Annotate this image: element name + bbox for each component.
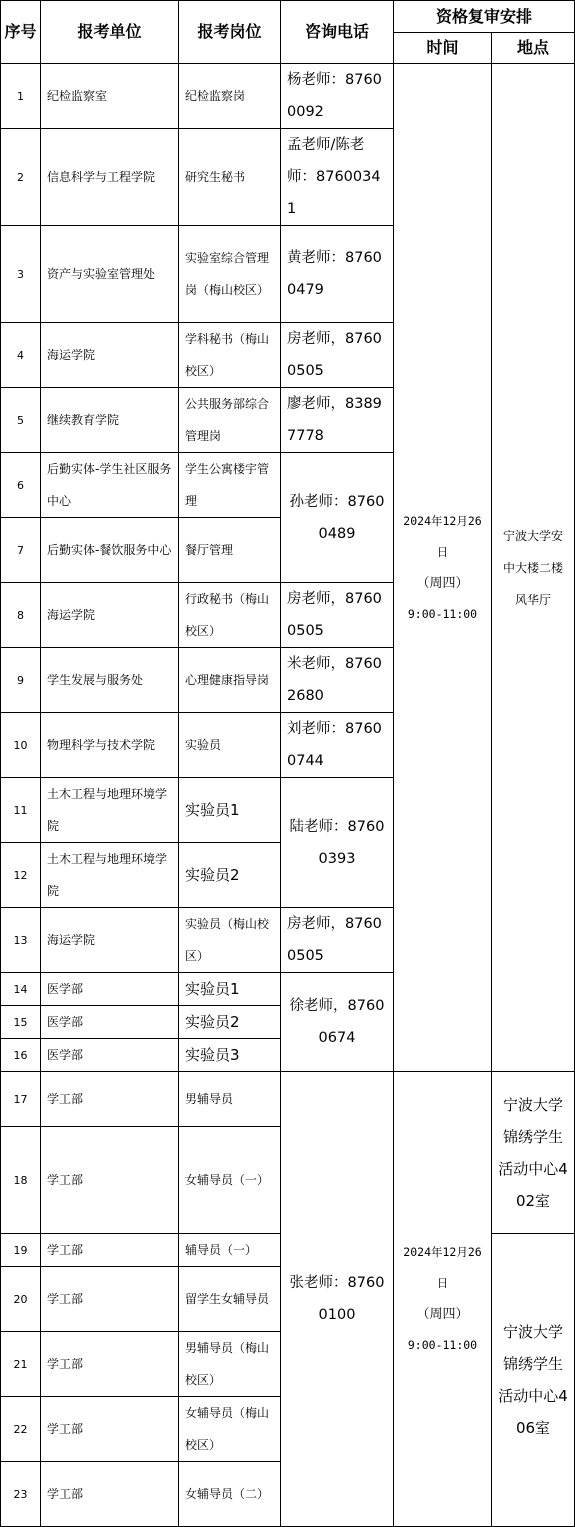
row-post: 实验员1 [179,778,281,843]
row-index: 17 [1,1072,41,1127]
row-post: 实验室综合管理岗（梅山校区） [179,226,281,323]
review-weekday: （周四） [416,575,469,591]
row-unit: 海运学院 [41,908,179,973]
row-index: 7 [1,518,41,583]
header-post: 报考岗位 [179,1,281,64]
review-time-group-2 [394,1072,492,1527]
row-index: 20 [1,1267,41,1332]
row-index: 4 [1,323,41,388]
row-index: 9 [1,648,41,713]
row-unit: 医学部 [41,973,179,1006]
row-index: 6 [1,453,41,518]
row-contact: 孙老师：87600489 [281,453,394,583]
row-post: 心理健康指导岗 [179,648,281,713]
table-row [1,1072,575,1127]
row-unit: 学工部 [41,1267,179,1332]
row-unit: 土木工程与地理环境学院 [41,778,179,843]
row-unit: 物理科学与技术学院 [41,713,179,778]
review-place-group-1: 宁波大学安中大楼二楼风华厅 [492,64,575,1072]
row-post: 留学生女辅导员 [179,1267,281,1332]
row-unit: 后勤实体-学生社区服务中心 [41,453,179,518]
row-post: 实验员 [179,713,281,778]
row-contact: 张老师：87600100 [281,1072,394,1527]
header-place: 地点 [492,33,575,64]
row-index: 12 [1,843,41,908]
row-unit: 海运学院 [41,323,179,388]
row-unit: 学工部 [41,1234,179,1267]
row-contact: 廖老师，83897778 [281,388,394,453]
row-unit: 学工部 [41,1397,179,1462]
review-weekday: （周四） [416,1307,469,1322]
review-hours: 9:00-11:00 [407,1338,478,1352]
row-post: 公共服务部综合管理岗 [179,388,281,453]
row-post: 实验员3 [179,1039,281,1072]
row-index: 15 [1,1006,41,1039]
row-index: 13 [1,908,41,973]
row-post: 女辅导员（一） [179,1127,281,1234]
review-hours: 9:00-11:00 [407,606,478,621]
row-unit: 学工部 [41,1072,179,1127]
row-contact: 房老师，87600505 [281,583,394,648]
row-index: 5 [1,388,41,453]
row-post: 实验员1 [179,973,281,1006]
row-unit: 土木工程与地理环境学院 [41,843,179,908]
row-unit: 医学部 [41,1006,179,1039]
row-index: 14 [1,973,41,1006]
row-contact: 刘老师：87600744 [281,713,394,778]
row-contact: 徐老师，87600674 [281,973,394,1072]
row-index: 10 [1,713,41,778]
row-index: 16 [1,1039,41,1072]
row-unit: 资产与实验室管理处 [41,226,179,323]
row-post: 实验员（梅山校区） [179,908,281,973]
row-index: 3 [1,226,41,323]
header-time: 时间 [394,33,492,64]
review-place-402: 宁波大学锦绣学生活动中心402室 [492,1072,575,1234]
review-place-406: 宁波大学锦绣学生活动中心406室 [492,1234,575,1527]
row-post: 实验员2 [179,1006,281,1039]
row-post: 男辅导员 [179,1072,281,1127]
review-date: 2024年12月26日 [403,1245,482,1290]
row-index: 18 [1,1127,41,1234]
header-index: 序号 [1,1,41,64]
row-unit: 信息科学与工程学院 [41,129,179,226]
row-post: 女辅导员（梅山校区） [179,1397,281,1462]
row-index: 21 [1,1332,41,1397]
row-index: 19 [1,1234,41,1267]
header-unit: 报考单位 [41,1,179,64]
row-index: 1 [1,64,41,129]
row-post: 实验员2 [179,843,281,908]
row-contact: 房老师，87600505 [281,908,394,973]
row-contact: 杨老师：87600092 [281,64,394,129]
table-row [1,64,575,129]
row-unit: 医学部 [41,1039,179,1072]
row-unit: 纪检监察室 [41,64,179,129]
row-post: 男辅导员（梅山校区） [179,1332,281,1397]
row-unit: 继续教育学院 [41,388,179,453]
row-post: 行政秘书（梅山校区） [179,583,281,648]
row-post: 餐厅管理 [179,518,281,583]
row-index: 22 [1,1397,41,1462]
row-index: 11 [1,778,41,843]
row-index: 23 [1,1462,41,1527]
row-contact: 黄老师：87600479 [281,226,394,323]
row-unit: 海运学院 [41,583,179,648]
row-unit: 学工部 [41,1332,179,1397]
header-contact: 咨询电话 [281,1,394,64]
row-post: 学生公寓楼宇管理 [179,453,281,518]
review-date: 2024年12月26日 [403,513,482,559]
row-post: 研究生秘书 [179,129,281,226]
header-review: 资格复审安排 [394,1,575,33]
review-time-group-1 [394,64,492,1072]
row-post: 女辅导员（二） [179,1462,281,1527]
row-contact: 米老师，87602680 [281,648,394,713]
row-unit: 学生发展与服务处 [41,648,179,713]
row-contact: 陆老师：87600393 [281,778,394,908]
row-index: 2 [1,129,41,226]
row-post: 辅导员（一） [179,1234,281,1267]
row-contact: 房老师，87600505 [281,323,394,388]
row-contact: 孟老师/陈老师：87600341 [281,129,394,226]
row-post: 学科秘书（梅山校区） [179,323,281,388]
row-post: 纪检监察岗 [179,64,281,129]
row-unit: 学工部 [41,1462,179,1527]
row-index: 8 [1,583,41,648]
row-unit: 后勤实体-餐饮服务中心 [41,518,179,583]
row-unit: 学工部 [41,1127,179,1234]
